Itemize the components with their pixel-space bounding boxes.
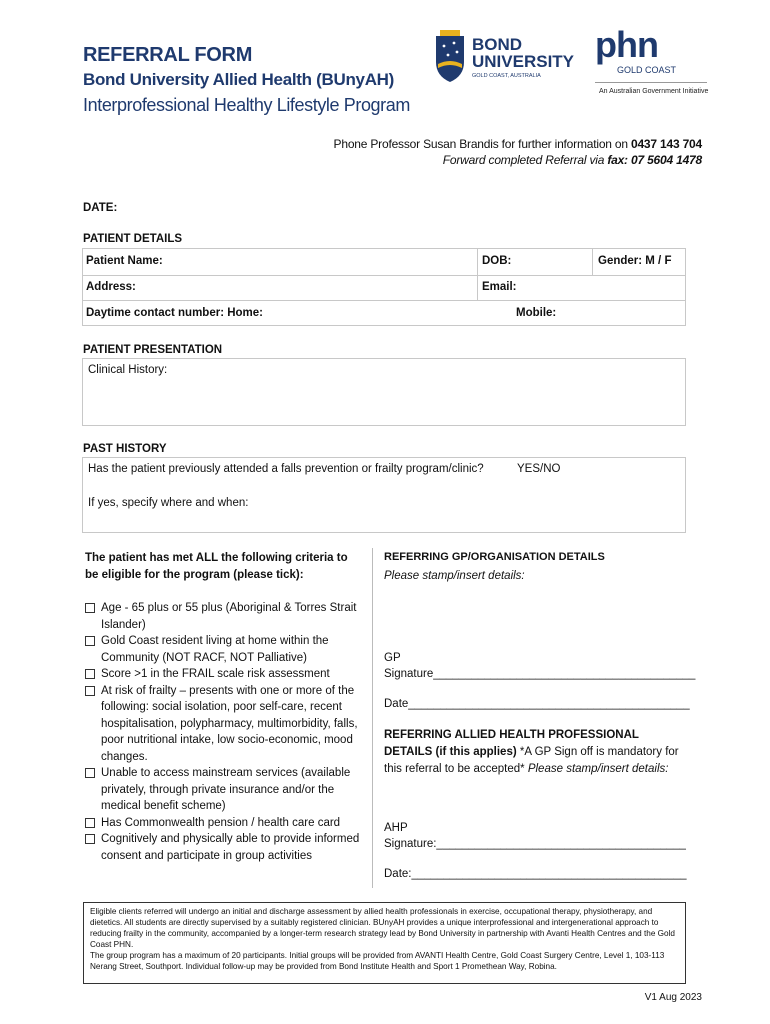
clinical-history-label: Clinical History: (88, 364, 168, 376)
version-label: V1 Aug 2023 (644, 992, 702, 1003)
criteria-item[interactable]: Has Commonwealth pension / health care card (85, 815, 360, 832)
mobile-field[interactable]: Mobile: (516, 307, 557, 319)
ahp-note: *A GP Sign off is mandatory for this referral to be accepted* (384, 746, 679, 775)
bond-crest-icon (432, 28, 468, 84)
bond-sub: GOLD COAST, AUSTRALIA (472, 73, 541, 79)
checkbox-icon[interactable] (85, 669, 95, 679)
checkbox-icon[interactable] (85, 834, 95, 844)
checkbox-icon[interactable] (85, 818, 95, 828)
form-subtitle: Bond University Allied Health (BUnyAH) (83, 70, 395, 89)
ahp-signature-field[interactable]: Signature:_______________________________________ (384, 838, 686, 850)
footer-paragraph-1: Eligible clients referred will undergo an initial and discharge assessment by allied health professionals in exercise, occupational therapy, physiotherapy, and dietetics. All students are directly supervised by a suitably registered clinician. BUnyAH provides a unique interprofessional and intergenerational approach to reducing frailty in the community, accompanied by a longer-term research strategy lead by Bond University in partnership with Avanti Health Centres and the Gold Coast PHN. (90, 907, 675, 949)
bond-university-logo (432, 28, 582, 86)
criteria-heading: The patient has met ALL the following criteria to be eligible for the program (please tick): (85, 552, 348, 581)
checkbox-icon[interactable] (85, 636, 95, 646)
dob-field[interactable]: DOB: (482, 255, 512, 267)
ahp-instruction: Please stamp/insert details: (524, 763, 669, 775)
phone-number: 0437 143 704 (630, 137, 702, 151)
program-name: Interprofessional Healthy Lifestyle Program (83, 95, 410, 115)
fax-prefix: Forward completed Referral via (442, 153, 608, 167)
footer-info-box (83, 902, 686, 984)
bond-line1: BOND (472, 35, 523, 54)
criteria-item[interactable]: Score >1 in the FRAIL scale risk assessment (85, 666, 360, 683)
email-field[interactable]: Email: (482, 281, 517, 293)
phn-sub: GOLD COAST (617, 65, 677, 75)
criteria-item[interactable]: Unable to access mainstream services (available privately, through private insurance and/or the medical benefit scheme) (85, 765, 360, 815)
past-history-question: Has the patient previously attended a falls prevention or frailty program/clinic? (88, 463, 484, 475)
contact-info (334, 136, 702, 168)
criteria-item[interactable]: Gold Coast resident living at home within the Community (NOT RACF, NOT Palliative) (85, 633, 360, 666)
gp-instruction: Please stamp/insert details: (384, 570, 525, 582)
criteria-item[interactable]: At risk of frailty – presents with one or more of the following: social isolation, poor self-care, recent hospitalisation, polypharmacy, multimorbidity, falls, poor nutritional intake, low socio-economic, mood changes. (85, 683, 360, 766)
phn-text: phn (595, 24, 658, 65)
past-history-specify: If yes, specify where and when: (88, 497, 249, 509)
patient-details-heading: PATIENT DETAILS (83, 233, 183, 245)
checkbox-icon[interactable] (85, 686, 95, 696)
ahp-label: AHP (384, 822, 408, 834)
patient-name-field[interactable]: Patient Name: (86, 255, 163, 267)
criteria-list (85, 600, 360, 864)
bond-line2: UNIVERSITY (472, 52, 575, 71)
clinical-history-box[interactable] (82, 358, 686, 426)
checkbox-icon[interactable] (85, 603, 95, 613)
checkbox-icon[interactable] (85, 768, 95, 778)
gp-signature-field[interactable]: Signature_________________________________________ (384, 668, 696, 680)
gp-label: GP (384, 652, 401, 664)
ahp-heading: REFERRING ALLIED HEALTH PROFESSIONAL DETAILS (if this applies) (384, 729, 639, 758)
phone-prefix: Phone Professor Susan Brandis for further information on (333, 137, 631, 151)
presentation-heading: PATIENT PRESENTATION (83, 344, 223, 356)
gender-field[interactable]: Gender: M / F (598, 255, 672, 267)
yes-no-field[interactable]: YES/NO (517, 463, 561, 475)
gp-date-field[interactable]: Date____________________________________________ (384, 698, 690, 710)
fax-number: fax: 07 5604 1478 (607, 153, 702, 167)
address-field[interactable]: Address: (86, 281, 136, 293)
phn-logo (595, 24, 710, 100)
phn-divider (595, 82, 707, 83)
criteria-item[interactable]: Age - 65 plus or 55 plus (Aboriginal & Torres Strait Islander) (85, 600, 360, 633)
past-history-heading: PAST HISTORY (83, 443, 167, 455)
home-phone-field[interactable]: Daytime contact number: Home: (86, 307, 264, 319)
phn-tagline: An Australian Government Initiative (599, 88, 709, 95)
criteria-item[interactable]: Cognitively and physically able to provide informed consent and participate in group activities (85, 831, 360, 864)
footer-paragraph-2: The group program has a maximum of 20 participants. Initial groups will be provided from AVANTI Health Centre, Gold Coast Surgery Centre, Level 1, 103-113 Nerang Street, Southport. Individual follow-up may be provided from Bond Institute Health and Sport 1 Promethean Way, Robina. (90, 951, 665, 971)
ahp-date-field[interactable]: Date:___________________________________________ (384, 868, 687, 880)
gp-heading: REFERRING GP/ORGANISATION DETAILS (384, 551, 605, 563)
form-title: REFERRAL FORM (83, 44, 253, 66)
date-label: DATE: (83, 202, 118, 214)
ahp-block (384, 727, 684, 778)
